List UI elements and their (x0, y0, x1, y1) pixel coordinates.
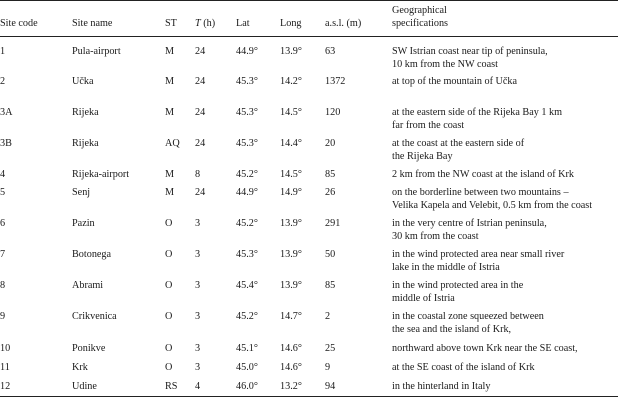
header-long: Long (280, 18, 302, 29)
cell-site-code: 8 (0, 280, 6, 291)
cell-geo-line2: 10 km from the NW coast (392, 59, 498, 70)
cell-long: 14.7° (280, 311, 302, 322)
cell-site-name: Rijeka (72, 138, 99, 149)
cell-asl: 25 (325, 343, 336, 354)
cell-lat: 45.3° (236, 76, 258, 87)
cell-lat: 46.0° (236, 381, 258, 392)
cell-site-code: 5 (0, 187, 6, 198)
table-row (0, 217, 618, 247)
cell-site-name: Udine (72, 381, 97, 392)
cell-t: 3 (195, 218, 201, 229)
cell-geo-line1: northward above town Krk near the SE coast, (392, 343, 578, 354)
cell-site-name: Ponikve (72, 343, 106, 354)
cell-geo (392, 342, 578, 355)
cell-site-code: 12 (0, 381, 11, 392)
header-t-symbol: T (195, 18, 201, 29)
table-header-rule (0, 36, 618, 37)
header-asl: a.s.l. (m) (325, 18, 362, 29)
cell-st: O (165, 311, 173, 322)
header-geo (392, 4, 448, 30)
cell-geo-line2: 30 km from the coast (392, 231, 479, 242)
cell-t: 24 (195, 46, 206, 57)
cell-asl: 2 (325, 311, 331, 322)
cell-site-code: 10 (0, 343, 11, 354)
cell-geo-line2: the Rijeka Bay (392, 151, 453, 162)
cell-lat: 45.1° (236, 343, 258, 354)
cell-lat: 45.3° (236, 107, 258, 118)
cell-lat: 45.4° (236, 280, 258, 291)
cell-st: M (165, 46, 175, 57)
cell-site-name: Rijeka-airport (72, 169, 130, 180)
cell-lat: 45.2° (236, 218, 258, 229)
cell-geo (392, 75, 517, 88)
cell-st: M (165, 107, 175, 118)
header-t (195, 17, 215, 30)
cell-t: 8 (195, 169, 201, 180)
cell-long: 14.6° (280, 362, 302, 373)
cell-st: AQ (165, 138, 180, 149)
cell-geo-line2: far from the coast (392, 120, 465, 131)
table-row (0, 380, 618, 410)
cell-lat: 44.9° (236, 46, 258, 57)
cell-st: RS (165, 381, 178, 392)
cell-geo (392, 45, 548, 71)
cell-geo (392, 168, 574, 181)
cell-t: 3 (195, 362, 201, 373)
table-row (0, 279, 618, 309)
cell-asl: 94 (325, 381, 336, 392)
table-row (0, 75, 618, 105)
cell-long: 13.2° (280, 381, 302, 392)
cell-long: 14.4° (280, 138, 302, 149)
cell-geo-line2: middle of Istria (392, 293, 455, 304)
cell-geo-line2: the sea and the island of Krk, (392, 324, 512, 335)
cell-asl: 20 (325, 138, 336, 149)
cell-site-code: 2 (0, 76, 6, 87)
cell-site-name: Botonega (72, 249, 112, 260)
cell-st: O (165, 249, 173, 260)
header-t-unit: (h) (200, 18, 216, 29)
cell-t: 3 (195, 280, 201, 291)
header-geo-line1: Geographical (392, 5, 447, 16)
cell-geo-line1: on the borderline between two mountains – (392, 187, 569, 198)
cell-lat: 45.2° (236, 311, 258, 322)
cell-site-name: Abrami (72, 280, 104, 291)
cell-lat: 44.9° (236, 187, 258, 198)
cell-long: 13.9° (280, 280, 302, 291)
cell-long: 13.9° (280, 218, 302, 229)
cell-t: 4 (195, 381, 201, 392)
table-row (0, 310, 618, 340)
cell-site-name: Crikvenica (72, 311, 117, 322)
cell-t: 3 (195, 343, 201, 354)
header-st: ST (165, 18, 177, 29)
cell-t: 24 (195, 107, 206, 118)
cell-asl: 1372 (325, 76, 346, 87)
cell-geo (392, 310, 544, 336)
cell-site-code: 6 (0, 218, 6, 229)
cell-site-code: 7 (0, 249, 6, 260)
cell-geo-line1: in the wind protected area in the (392, 280, 524, 291)
cell-geo (392, 217, 547, 243)
cell-geo (392, 106, 562, 132)
cell-site-name: Senj (72, 187, 91, 198)
header-geo-line2: specifications (392, 18, 449, 29)
cell-geo-line1: in the coastal zone squeezed between (392, 311, 544, 322)
cell-long: 13.9° (280, 249, 302, 260)
cell-long: 14.2° (280, 76, 302, 87)
cell-asl: 50 (325, 249, 336, 260)
cell-geo (392, 279, 523, 305)
cell-geo-line1: 2 km from the NW coast at the island of Krk (392, 169, 575, 180)
cell-site-name: Pula-airport (72, 46, 121, 57)
cell-geo-line1: in the hinterland in Italy (392, 381, 491, 392)
header-site-code: Site code (0, 18, 38, 29)
cell-t: 24 (195, 76, 206, 87)
cell-t: 24 (195, 138, 206, 149)
cell-asl: 85 (325, 169, 336, 180)
cell-geo (392, 380, 490, 393)
cell-asl: 9 (325, 362, 331, 373)
table-top-rule (0, 0, 618, 1)
table-row (0, 137, 618, 167)
cell-geo-line1: at top of the mountain of Učka (392, 76, 518, 87)
cell-st: O (165, 280, 173, 291)
cell-geo-line2: Velika Kapela and Velebit, 0.5 km from the coast (392, 200, 593, 211)
cell-site-code: 3B (0, 138, 12, 149)
cell-site-name: Pazin (72, 218, 95, 229)
cell-lat: 45.3° (236, 138, 258, 149)
cell-geo-line2: lake in the middle of Istria (392, 262, 500, 273)
cell-asl: 120 (325, 107, 341, 118)
cell-geo (392, 248, 564, 274)
cell-site-name: Krk (72, 362, 88, 373)
cell-asl: 26 (325, 187, 336, 198)
cell-site-name: Rijeka (72, 107, 99, 118)
cell-st: O (165, 218, 173, 229)
cell-long: 14.5° (280, 169, 302, 180)
cell-site-code: 1 (0, 46, 6, 57)
cell-asl: 291 (325, 218, 341, 229)
cell-st: M (165, 187, 175, 198)
cell-long: 13.9° (280, 46, 302, 57)
cell-geo-line1: in the very centre of Istrian peninsula, (392, 218, 547, 229)
cell-geo-line1: SW Istrian coast near tip of peninsula, (392, 46, 548, 57)
cell-geo-line1: in the wind protected area near small river (392, 249, 565, 260)
cell-geo (392, 361, 535, 374)
table-row (0, 186, 618, 216)
cell-st: O (165, 362, 173, 373)
cell-geo-line1: at the coast at the eastern side of (392, 138, 525, 149)
cell-geo-line1: at the eastern side of the Rijeka Bay 1 km (392, 107, 563, 118)
cell-st: M (165, 169, 175, 180)
cell-site-code: 9 (0, 311, 6, 322)
cell-long: 14.5° (280, 107, 302, 118)
cell-site-code: 11 (0, 362, 10, 373)
cell-st: M (165, 76, 175, 87)
cell-st: O (165, 343, 173, 354)
cell-t: 3 (195, 249, 201, 260)
cell-geo (392, 137, 524, 163)
cell-lat: 45.0° (236, 362, 258, 373)
table-row (0, 45, 618, 75)
cell-site-code: 4 (0, 169, 6, 180)
cell-asl: 85 (325, 280, 336, 291)
table-row (0, 248, 618, 278)
cell-asl: 63 (325, 46, 336, 57)
table-row (0, 106, 618, 136)
cell-t: 3 (195, 311, 201, 322)
cell-site-code: 3A (0, 107, 13, 118)
cell-lat: 45.2° (236, 169, 258, 180)
cell-long: 14.9° (280, 187, 302, 198)
cell-geo (392, 186, 592, 212)
cell-lat: 45.3° (236, 249, 258, 260)
header-site-name: Site name (72, 18, 113, 29)
cell-long: 14.6° (280, 343, 302, 354)
header-lat: Lat (236, 18, 250, 29)
cell-geo-line1: at the SE coast of the island of Krk (392, 362, 535, 373)
cell-site-name: Učka (72, 76, 94, 87)
cell-t: 24 (195, 187, 206, 198)
table-bottom-rule (0, 396, 618, 397)
